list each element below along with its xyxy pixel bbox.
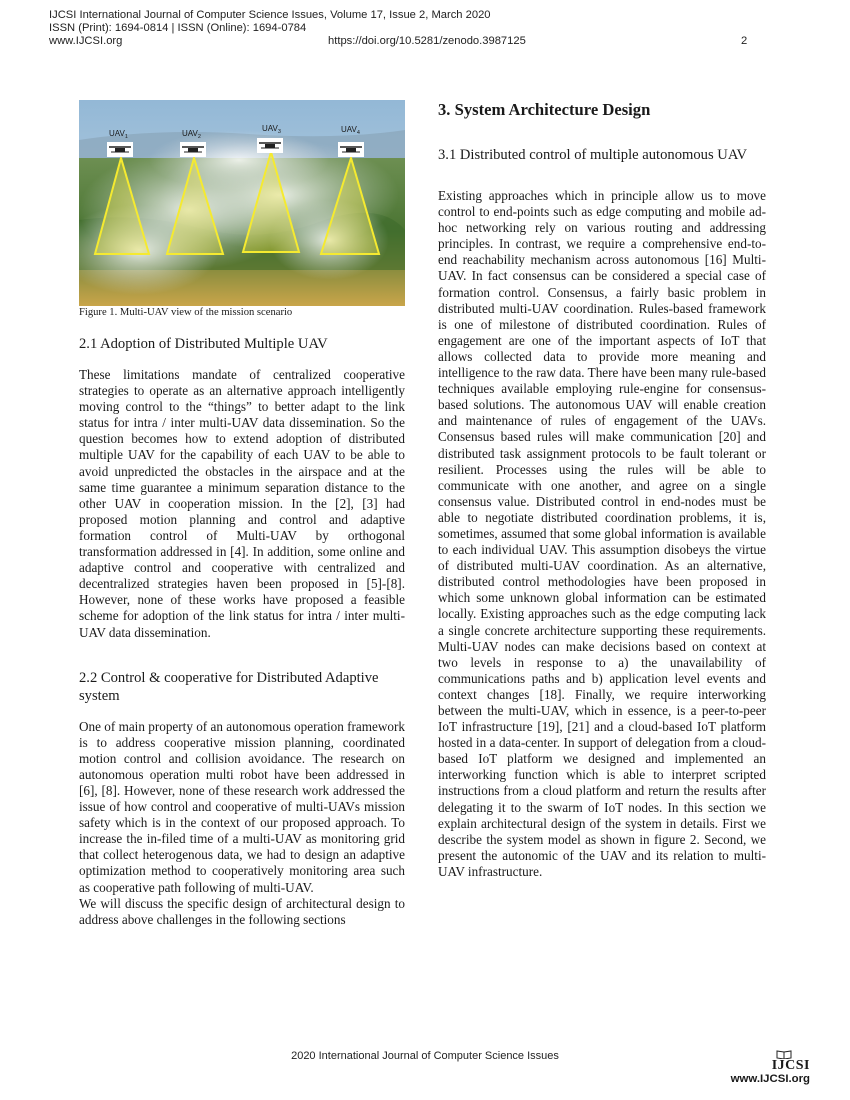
section-2-1-paragraph: These limitations mandate of centralized cooperative strategies to operate as an alternative approach intelligently moving control to the “things” to better adapt to the link status for intra / inter multi-UAV data dissemination. So the question becomes how to extend adoption of distributed multiple UAV for the capability of each UAV to be able to avoid unpredicted the obstacles in the airspace and at the same time guarantee a minimum separation distance to the other UAV in cooperation mission. In the [2], [3] had proposed motion planning and control and adaptive formation control of Multi-UAV by orthogonal transformation addressed in [4]. In addition, some online and adaptive control and cooperative with centralized and decentralized strategies haven been proposed in [5]-[8]. However, none of these works have proposed a feasible scheme for adoption of the link status for intra / inter multi-UAV data dissemination.	[79, 367, 405, 640]
uav-3-drone-icon	[257, 138, 283, 153]
section-3-1-heading: 3.1 Distributed control of multiple autonomous UAV	[438, 147, 748, 163]
uav-4-drone-icon	[338, 142, 364, 157]
page-number: 2	[741, 35, 748, 47]
figure-1-image	[79, 100, 405, 306]
website-link[interactable]: www.IJCSI.org	[49, 35, 123, 47]
logo-text: IJCSI	[771, 1058, 810, 1073]
logo-url[interactable]: www.IJCSI.org	[730, 1073, 810, 1085]
section-2-2-heading: 2.2 Control & cooperative for Distributed Adaptive system	[79, 669, 379, 704]
mission-scene-illustration	[79, 100, 405, 306]
section-3-1-paragraph: Existing approaches which in principle allow us to move control to end-points such as edge computing and mobile ad-hoc networking rely on various routing and addressing principles. In contrast, we require a comprehensive end-to-end reachability mechanism across autonomous [16] Multi-UAV. In fact consensus can be considered a special case of formation control. Consensus, a fairly basic problem in distributed multi-UAV coordination. Rules-based framework is one of milestone of distributed coordination. Rules of engagement are one of the important aspects of IoT that allows collected data to provide more meaning and intelligence to the raw data. There have been many rule-based techniques available employing rule-engine for consensus- based solutions. The autonomous UAV will enable creation and maintenance of rules of engagement of the UAVs. Consensus based rules will make communication [20] and distributed task assignment protocols to be fault tolerant or resilient. Processes using the rules will be able to communicate with one another, and agree on a single consensus value. Distributed control in end-nodes must be able to negotiate distributed coordination problems, it is, sometimes, assumed that some global information is available to each individual UAV. This assumption disobeys the virtue of distributed multi-UAV coordination. As an alternative, distributed control methodologies have been proposed in which some unknown global information can be estimated locally. Existing approaches such as the edge computing lack a single concrete architecture supporting these requirements. Multi-UAV nodes can make decisions based on context at two levels in response to a) the unavailability of communications paths and b) application level events and context changes [18]. Finally, we require interworking between the multi-UAV, which in essence, is a peer-to-peer IoT infrastructure [19], [21] and a cloud-based IoT platform hosted in a data-center. In support of delegation from a cloud-based IoT platform we designed and implemented an interworking function which is able to interpret scripted instructions from a cloud platform and return the results after delegating it to the swarm of IoT nodes. In this section we explain architectural design of the system in details. First we describe the system model as shown in figure 2. Second, we present the autonomic of the UAV and its relation to multi-UAV infrastructure.	[438, 188, 766, 879]
issn-line: ISSN (Print): 1694-0814 | ISSN (Online): 1694-0784	[49, 22, 307, 34]
journal-line: IJCSI International Journal of Computer Science Issues, Volume 17, Issue 2, March 2020	[49, 9, 491, 21]
uav-2-drone-icon	[180, 142, 206, 157]
page-header	[49, 9, 809, 48]
section-2-1-heading: 2.1 Adoption of Distributed Multiple UAV	[79, 336, 328, 352]
header-row	[49, 35, 809, 48]
right-column	[438, 100, 766, 880]
section-2-2-paragraph-2: We will discuss the specific design of architectural design to address above challenges in the following sections	[79, 895, 405, 927]
section-2-2-paragraph-1: One of main property of an autonomous operation framework is to address cooperative mission planning, coordinated motion control and collision avoidance. The research on autonomous operation multi robot have been addressed in [6], [8]. However, none of these research work addressed the issue of how control and cooperative of multi-UAVs mission safety which is in the context of our proposed approach. To increase the in-filed time of a multi-UAV as monitoring grid that collect heterogenous data, we had to design an adaptive optimization method to cooperatively monitoring area such as cooperative path following of multi-UAV.	[79, 718, 405, 895]
figure-1-caption: Figure 1. Multi-UAV view of the mission scenario	[79, 307, 293, 318]
uav-1-label: $UAV_1$	[109, 129, 128, 140]
uav-3-label: $UAV_3$	[262, 124, 281, 135]
doi-link[interactable]: https://doi.org/10.5281/zenodo.3987125	[328, 35, 526, 47]
ijcsi-logo	[718, 1049, 810, 1086]
uav-2-label: $UAV_2$	[182, 129, 201, 140]
uav-1-drone-icon	[107, 142, 133, 157]
left-column	[79, 100, 405, 928]
uav-4-label: $UAV_4$	[341, 125, 360, 136]
section-3-heading: 3. System Architecture Design	[438, 100, 651, 119]
page-footer: 2020 International Journal of Computer Science Issues	[291, 1050, 559, 1062]
